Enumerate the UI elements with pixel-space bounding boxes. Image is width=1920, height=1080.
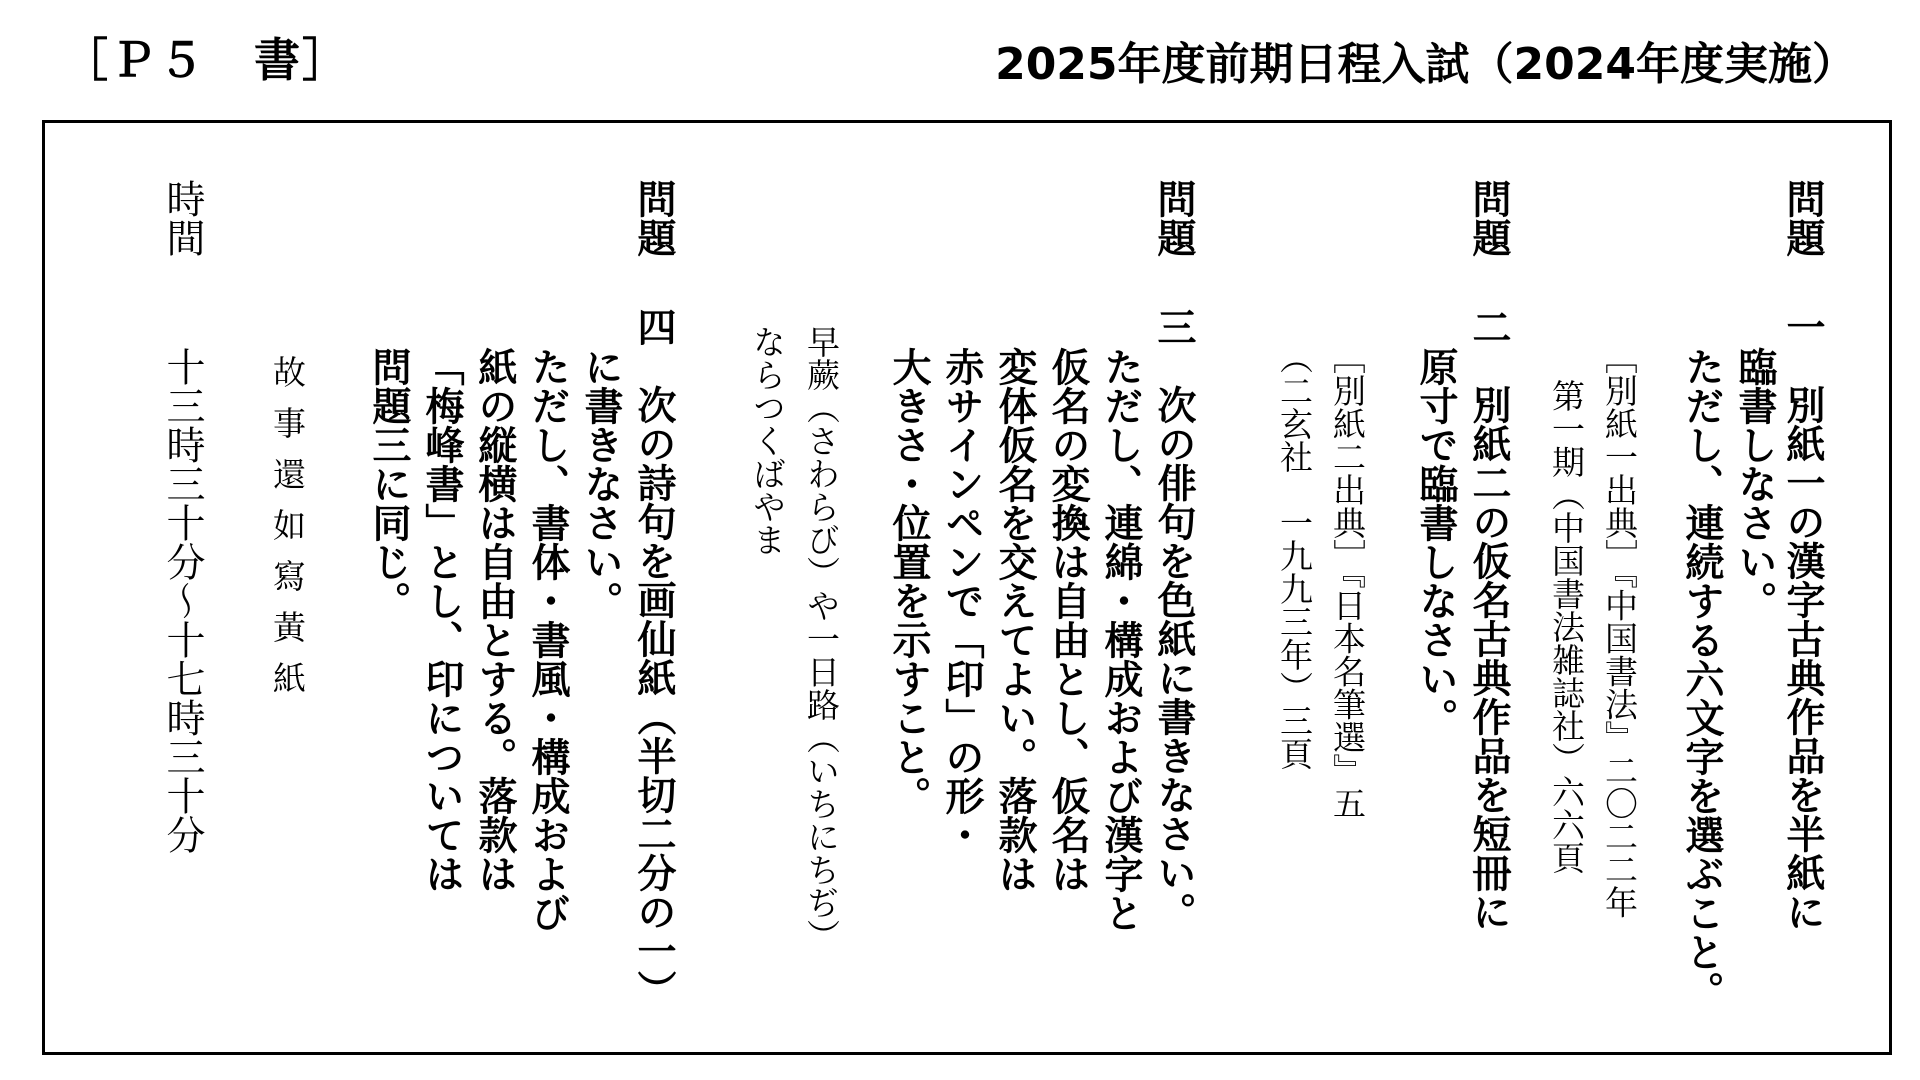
- time-label: 時間: [160, 179, 205, 257]
- q4-line6: 問題三に同じ。: [366, 347, 411, 620]
- q1-line1: 一 別紙一の漢字古典作品を半紙に: [1780, 307, 1825, 931]
- q3-line5: 赤サインペンで「印」の形・: [939, 347, 984, 854]
- q1-source2: 第一期（中国書法雑誌社）六六頁: [1547, 379, 1586, 874]
- q2-source2: （二玄社 一九九三年）三頁: [1275, 341, 1314, 770]
- q2-line1: 二 別紙二の仮名古典作品を短冊に: [1466, 307, 1511, 931]
- q4-poem: 故事還如寫黃紙: [268, 355, 307, 712]
- q3-heading: 問題: [1151, 179, 1196, 257]
- q3-haiku-line1: 早蕨（さわらび）や一日路（いちにちぢ）: [802, 325, 841, 952]
- q1-line3: ただし、連続する六文字を選ぶこと。: [1679, 347, 1724, 1010]
- q2-line2: 原寸で臨書しなさい。: [1413, 347, 1458, 737]
- question-frame: [42, 120, 1892, 1055]
- q3-line2: ただし、連綿・構成および漢字と: [1098, 347, 1143, 932]
- time-value: 十三時三十分～十七時三十分: [160, 347, 205, 854]
- q2-heading: 問題: [1466, 179, 1511, 257]
- q3-line6: 大きさ・位置を示すこと。: [886, 347, 931, 815]
- q3-line4: 変体仮名を交えてよい。落款は: [992, 347, 1037, 893]
- q3-haiku-line2: ならつくばやま: [748, 325, 787, 556]
- subject-heading: ［Ｐ５ 書］: [62, 33, 350, 87]
- q4-line5: 「梅峰書」とし、印については: [419, 347, 464, 893]
- q1-source1: ［別紙一出典］『中国書法』二〇二二年: [1600, 341, 1639, 919]
- q4-line1: 四 次の詩句を画仙紙（半切二分の一）: [631, 307, 676, 1009]
- q3-line3: 仮名の変換は自由とし、仮名は: [1045, 347, 1090, 893]
- q4-heading: 問題: [631, 179, 676, 257]
- q1-heading: 問題: [1780, 179, 1825, 257]
- q4-line3: ただし、書体・書風・構成および: [525, 347, 570, 932]
- q3-line1: 三 次の俳句を色紙に書きなさい。: [1151, 307, 1196, 931]
- q2-source1: ［別紙二出典］『日本名筆選』五: [1328, 341, 1367, 820]
- exam-title: 2025年度前期日程入試（2024年度実施）: [995, 39, 1856, 90]
- q1-line2: 臨書しなさい。: [1732, 347, 1777, 620]
- q4-line4: 紙の縦横は自由とする。落款は: [472, 347, 517, 893]
- q4-line2: に書きなさい。: [578, 347, 623, 620]
